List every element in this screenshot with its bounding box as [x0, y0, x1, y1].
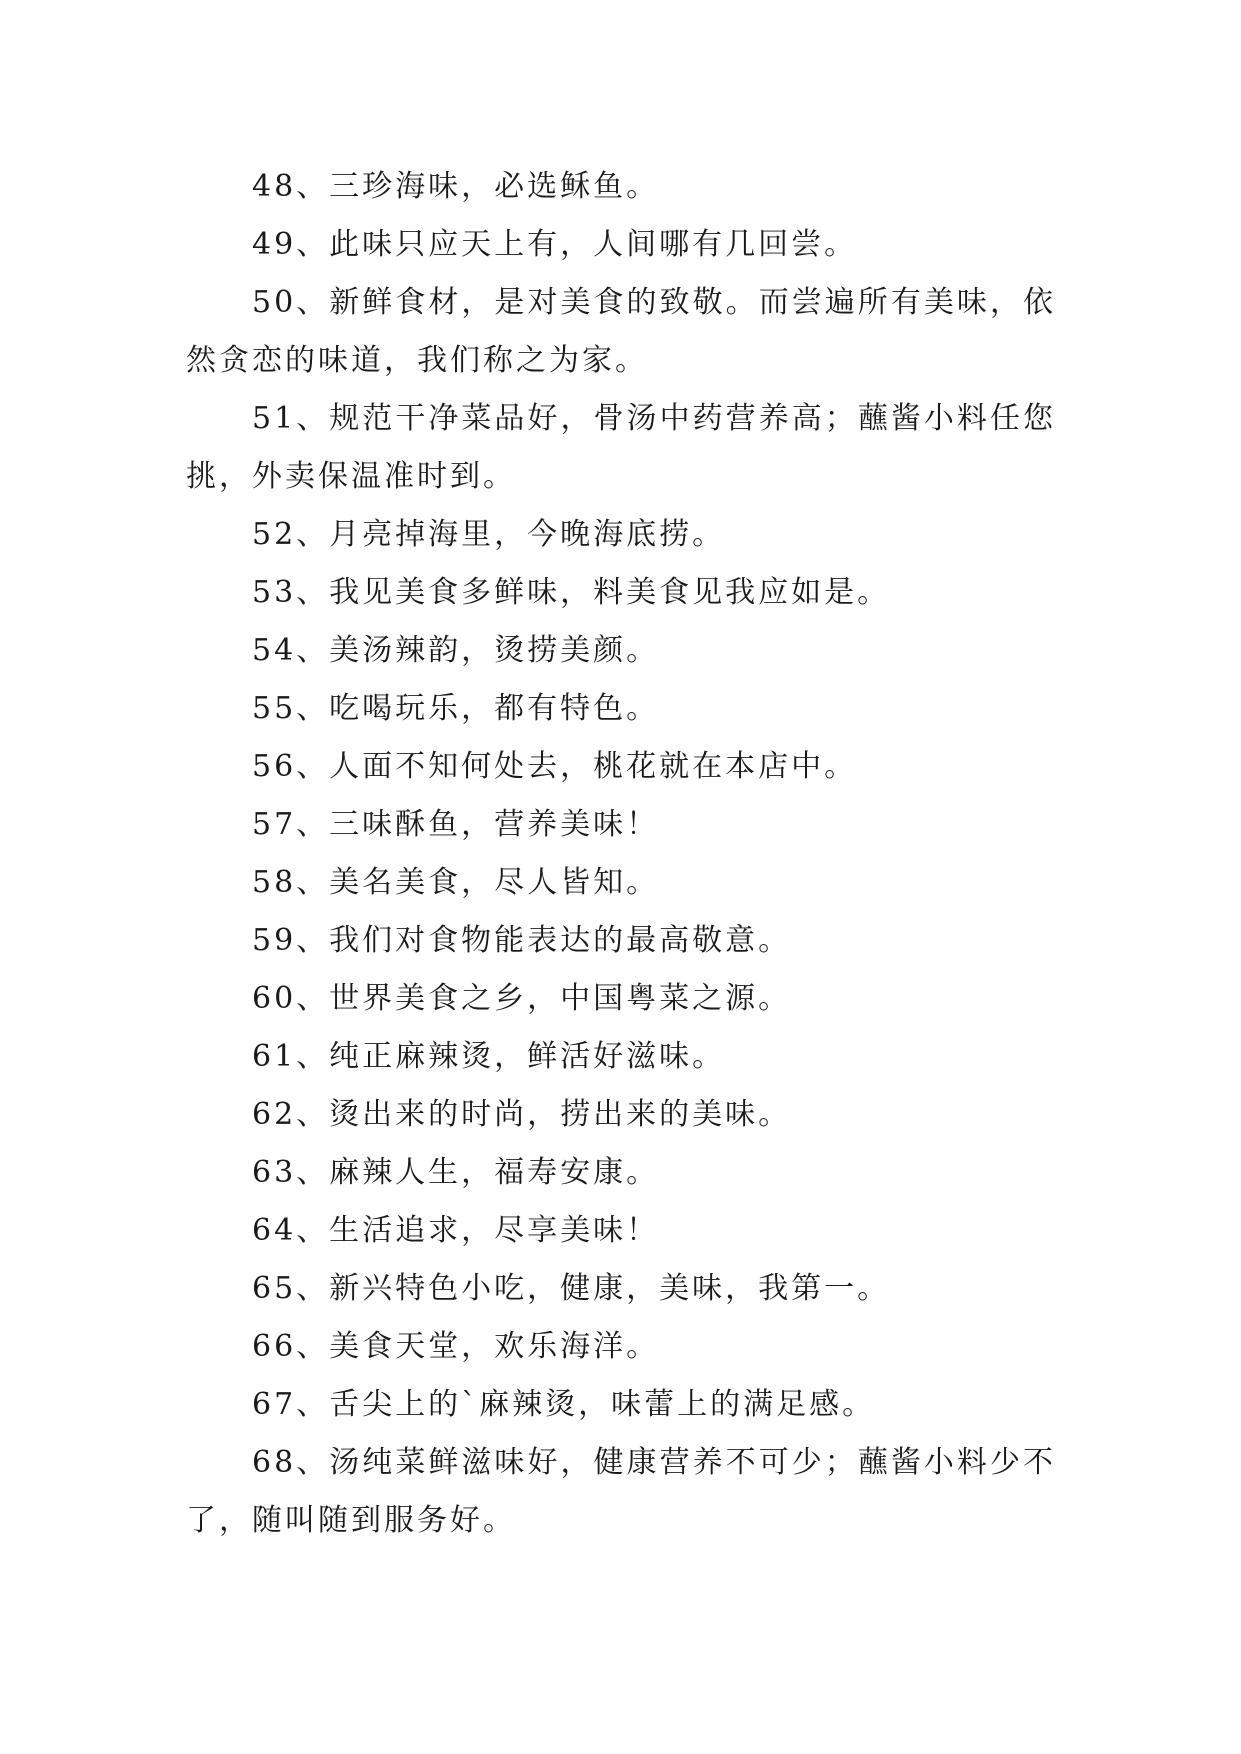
- paragraph-68: 68、汤纯菜鲜滋味好，健康营养不可少；蘸酱小料少不了，随叫随到服务好。: [186, 1445, 1056, 1538]
- paragraph-50: 50、新鲜食材，是对美食的致敬。而尝遍所有美味，依然贪恋的味道，我们称之为家。: [186, 285, 1056, 378]
- paragraph-49: 49、此味只应天上有，人间哪有几回尝。: [252, 227, 858, 262]
- paragraph-60: 60、世界美食之乡，中国粤菜之源。: [252, 981, 792, 1016]
- paragraph-53: 53、我见美食多鲜味，料美食见我应如是。: [252, 575, 891, 610]
- paragraph-58: 58、美名美食，尽人皆知。: [252, 865, 660, 900]
- paragraph-65: 65、新兴特色小吃，健康，美味，我第一。: [252, 1271, 891, 1306]
- paragraph-66: 66、美食天堂，欢乐海洋。: [252, 1329, 660, 1364]
- paragraph-57: 57、三味酥鱼，营养美味！: [252, 807, 660, 842]
- paragraph-55: 55、吃喝玩乐，都有特色。: [252, 691, 660, 726]
- paragraph-61: 61、纯正麻辣烫，鲜活好滋味。: [252, 1039, 726, 1074]
- paragraph-48: 48、三珍海味，必选稣鱼。: [252, 169, 660, 204]
- paragraph-67: 67、舌尖上的`麻辣烫，味蕾上的满足感。: [252, 1387, 876, 1422]
- paragraph-59: 59、我们对食物能表达的最高敬意。: [252, 923, 792, 958]
- paragraph-56: 56、人面不知何处去，桃花就在本店中。: [252, 749, 858, 784]
- paragraph-64: 64、生活追求，尽享美味！: [252, 1213, 660, 1248]
- paragraph-54: 54、美汤辣韵，烫捞美颜。: [252, 633, 660, 668]
- paragraph-51: 51、规范干净菜品好，骨汤中药营养高；蘸酱小料任您挑，外卖保温准时到。: [186, 401, 1056, 494]
- document-body: [186, 158, 1056, 1550]
- paragraph-62: 62、烫出来的时尚，捞出来的美味。: [252, 1097, 792, 1132]
- paragraph-63: 63、麻辣人生，福寿安康。: [252, 1155, 660, 1190]
- paragraph-52: 52、月亮掉海里，今晚海底捞。: [252, 517, 726, 552]
